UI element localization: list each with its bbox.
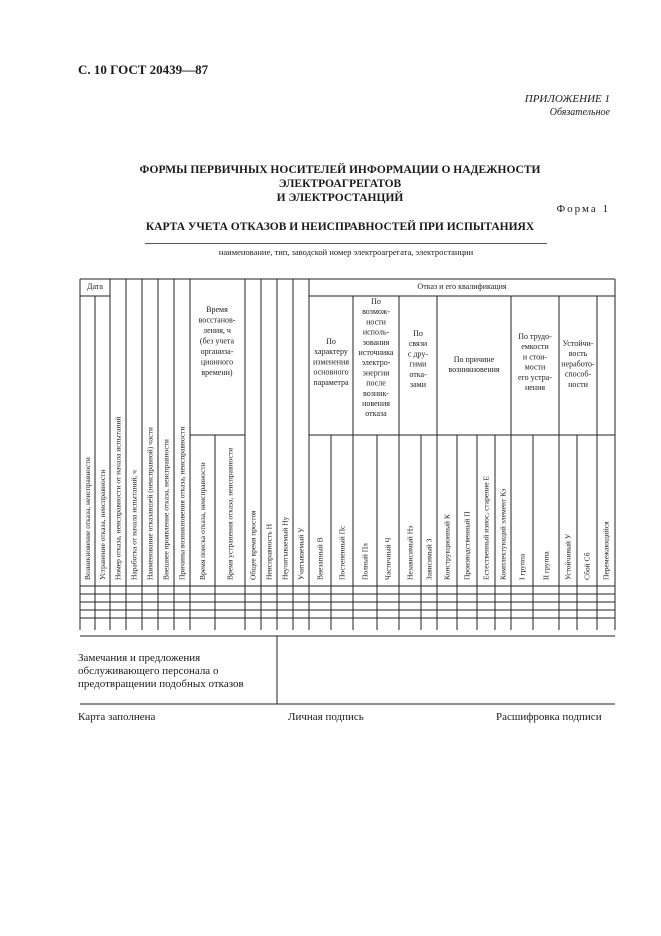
failure-group-header-line: и стои-	[522, 352, 548, 362]
column-vertical-label: I группа	[517, 553, 527, 580]
column-vertical-label: Комплектующий элемент Кэ	[498, 488, 508, 580]
failure-group-header-line: с дру-	[407, 349, 429, 359]
remarks-label: Замечания и предложения обслуживающего персонала о предотвращении подобных отказов	[78, 652, 244, 690]
column-vertical-label: Перемежающийся	[601, 521, 611, 580]
failure-group-header-line: По	[413, 329, 423, 338]
failure-group-header-line: характеру	[314, 347, 348, 357]
failure-group-header-line: нения	[524, 383, 546, 392]
column-vertical-label: Наименование отказавшей (неисправной) части	[145, 427, 155, 580]
failure-group-header-line: связи	[408, 339, 428, 349]
failure-group-header-line: мости	[524, 362, 546, 372]
column-vertical-label: Общее время простоя	[248, 510, 258, 580]
column-vertical-label: Устранение отказа, неисправности	[98, 469, 107, 580]
failure-group-header-line: отказа	[365, 409, 387, 419]
card-title: КАРТА УЧЕТА ОТКАЗОВ И НЕИСПРАВНОСТЕЙ ПРИ ИСПЫТАНИЯХ	[145, 221, 535, 233]
restore-time-header-line: ционного	[200, 357, 234, 367]
restore-time-header-line: организа-	[200, 347, 234, 356]
failure-group-header-line: вость	[568, 349, 588, 359]
failure-group-header-line: зования	[362, 337, 390, 347]
failure-group-header-line: По трудо-	[518, 332, 552, 341]
main-title-line-1: ФОРМЫ ПЕРВИЧНЫХ НОСИТЕЛЕЙ ИНФОРМАЦИИ О НАДЕЖНОСТИ ЭЛЕКТРОАГРЕГАТОВ	[139, 164, 541, 190]
failure-group-header-line: По	[326, 337, 336, 346]
column-vertical-label: Сбой Сб	[582, 552, 592, 580]
column-vertical-label: Время поиска отказа, неисправности	[198, 462, 207, 580]
failure-group-header-line: источника	[358, 348, 394, 357]
column-vertical-label: Наработка от начала испытаний, ч	[129, 470, 139, 580]
column-vertical-label: Конструкционный К	[442, 514, 452, 580]
column-vertical-label: Неисправность Н	[264, 524, 274, 580]
column-vertical-label: Учитываемый У	[296, 527, 306, 580]
failure-group-header-line: ности	[366, 317, 386, 327]
failure-group-header-line: основного	[313, 367, 349, 377]
restore-time-header-line: Время	[206, 305, 228, 314]
column-vertical-label: Естественный износ, старение Е	[481, 475, 491, 580]
failure-group-header-line: электро-	[361, 358, 391, 368]
column-vertical-label: Постепенный Пс	[337, 525, 347, 580]
failure-group-header-line: изменения	[312, 357, 350, 367]
form-label: Форма 1	[556, 203, 610, 215]
column-vertical-label: II группа	[541, 551, 551, 580]
failure-group-header-line: новения	[362, 399, 390, 408]
failure-header: Отказ и его квалификация	[417, 282, 507, 291]
column-vertical-label: Внезапный В	[315, 537, 325, 580]
failure-group-header-line: энергии	[362, 368, 390, 378]
failure-group-header-line: отка-	[409, 369, 427, 379]
signature-label: Личная подпись	[288, 711, 364, 723]
failure-group-header-line: По причине	[453, 355, 495, 364]
column-vertical-label: Внешнее проявление отказа, неисправности	[161, 439, 171, 580]
failure-group-header-line: По	[371, 297, 381, 306]
failure-group-header-line: Устойчи-	[562, 339, 594, 348]
date-header: Дата	[87, 282, 103, 291]
column-vertical-label: Возникновение отказа, неисправности	[83, 457, 92, 580]
column-vertical-label: Независимый Нз	[405, 525, 415, 580]
appendix-label: ПРИЛОЖЕНИЕ 1	[524, 93, 610, 105]
column-vertical-label: Полный Пл	[360, 543, 370, 580]
page-header: С. 10 ГОСТ 20439—87	[78, 62, 209, 77]
column-vertical-label: Устойчивый У	[563, 533, 573, 580]
failure-group-header-line: емкости	[521, 342, 549, 352]
restore-time-header-line: восстанов-	[198, 315, 236, 325]
failure-group-header-line: гими	[409, 359, 427, 369]
decoding-label: Расшифровка подписи	[496, 711, 602, 723]
failure-group-header-line: параметра	[313, 377, 349, 387]
failure-group-header-line: ности	[568, 379, 588, 389]
failure-group-header-line: возник-	[363, 388, 389, 398]
failure-group-header-line: способ-	[564, 369, 592, 379]
restore-time-header-line: времени)	[201, 368, 233, 377]
failure-group-header-line: возмож-	[362, 307, 390, 317]
restore-time-header-line: (без учета	[199, 336, 235, 346]
column-vertical-label: Номер отказа, неисправности от начала испытаний	[113, 416, 123, 580]
restore-time-header-line: ления, ч	[203, 326, 231, 335]
failure-group-header-line: после	[366, 378, 386, 388]
failure-group-header-line: возникновения	[448, 365, 500, 375]
column-vertical-label: Зависимый З	[424, 538, 434, 580]
failure-group-header-line: неработо-	[561, 359, 595, 369]
failure-group-header-line: зами	[409, 380, 427, 389]
column-vertical-label: Частичный Ч	[383, 537, 393, 580]
appendix-status: Обязательное	[549, 107, 610, 118]
name-caption: наименование, тип, заводской номер электроагрегата, электростанции	[218, 247, 474, 257]
column-vertical-label: Неучитываемый Ну	[280, 516, 290, 580]
column-vertical-label: Время устранения отказа, неисправности	[225, 447, 235, 580]
column-vertical-label: Причины возникновения отказа, неисправности	[177, 426, 187, 580]
column-vertical-label: Производственный П	[462, 511, 472, 580]
failure-group-header-line: его устра-	[518, 372, 552, 382]
main-title-line-2: И ЭЛЕКТРОСТАНЦИЙ	[276, 192, 404, 204]
card-filled-label: Карта заполнена	[78, 711, 156, 723]
failure-group-header-line: исполь-	[362, 327, 390, 337]
